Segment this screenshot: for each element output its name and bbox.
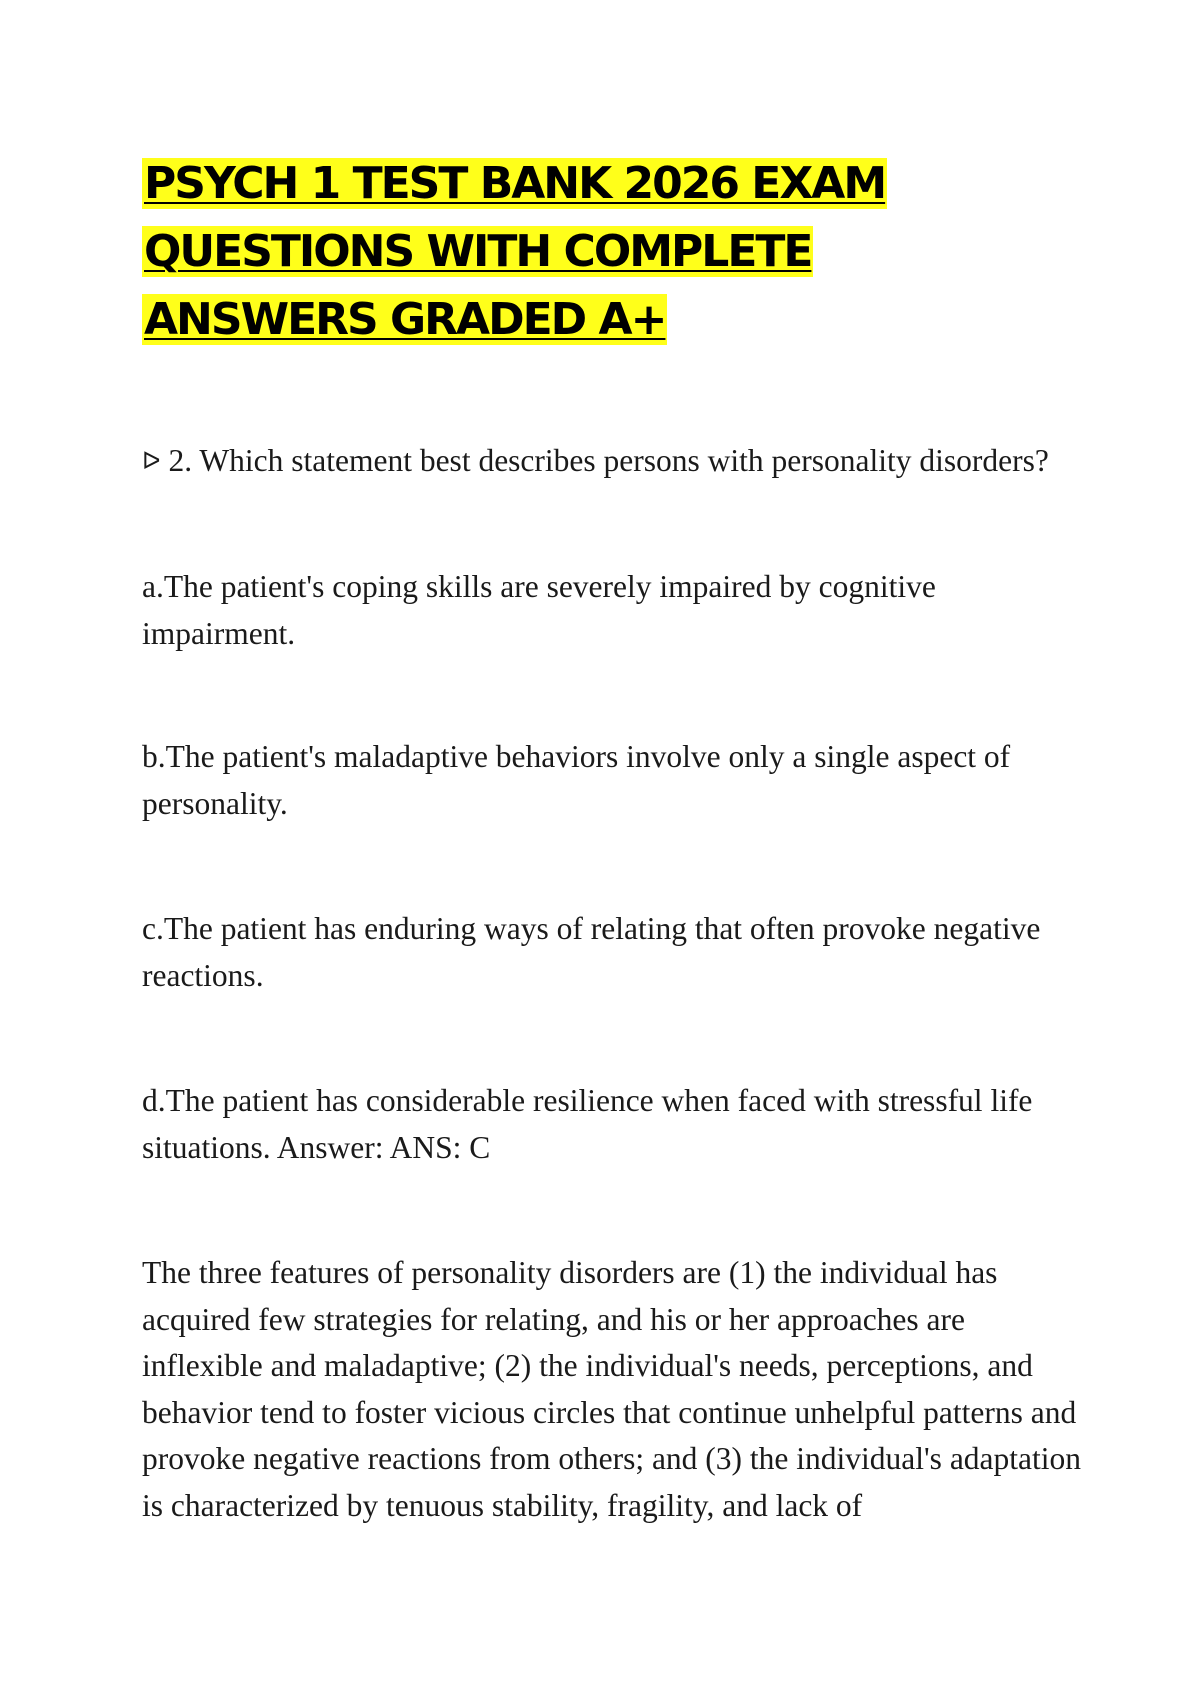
option-c: c.The patient has enduring ways of relating that often provoke negative reactions. <box>142 911 1041 993</box>
question-line <box>142 438 1122 485</box>
triangle-arrow-icon: ᐅ <box>142 447 161 475</box>
document-title <box>142 150 1042 354</box>
option-d-with-answer: d.The patient has considerable resilience when faced with stressful life situations. Answer: ANS: C <box>142 1083 1033 1165</box>
answer-rationale: The three features of personality disorders are (1) the individual has acquired few strategies for relating, and his or her approaches are inflexible and maladaptive; (2) the individual's needs, perceptions, and behavior tend to foster vicious circles that continue unhelpful patterns and provoke negative reactions from others; and (3) the individual's adaptation is characterized by tenuous stability, fragility, and lack of <box>142 1255 1082 1523</box>
question-text: 2. Which statement best describes persons with personality disorders? <box>168 443 1049 478</box>
option-a: a.The patient's coping skills are severely impaired by cognitive impairment. <box>142 569 936 651</box>
option-b: b.The patient's maladaptive behaviors involve only a single aspect of personality. <box>142 739 1011 821</box>
title-highlight: PSYCH 1 TEST BANK 2026 EXAM QUESTIONS WITH COMPLETE ANSWERS GRADED A+ <box>144 158 886 345</box>
